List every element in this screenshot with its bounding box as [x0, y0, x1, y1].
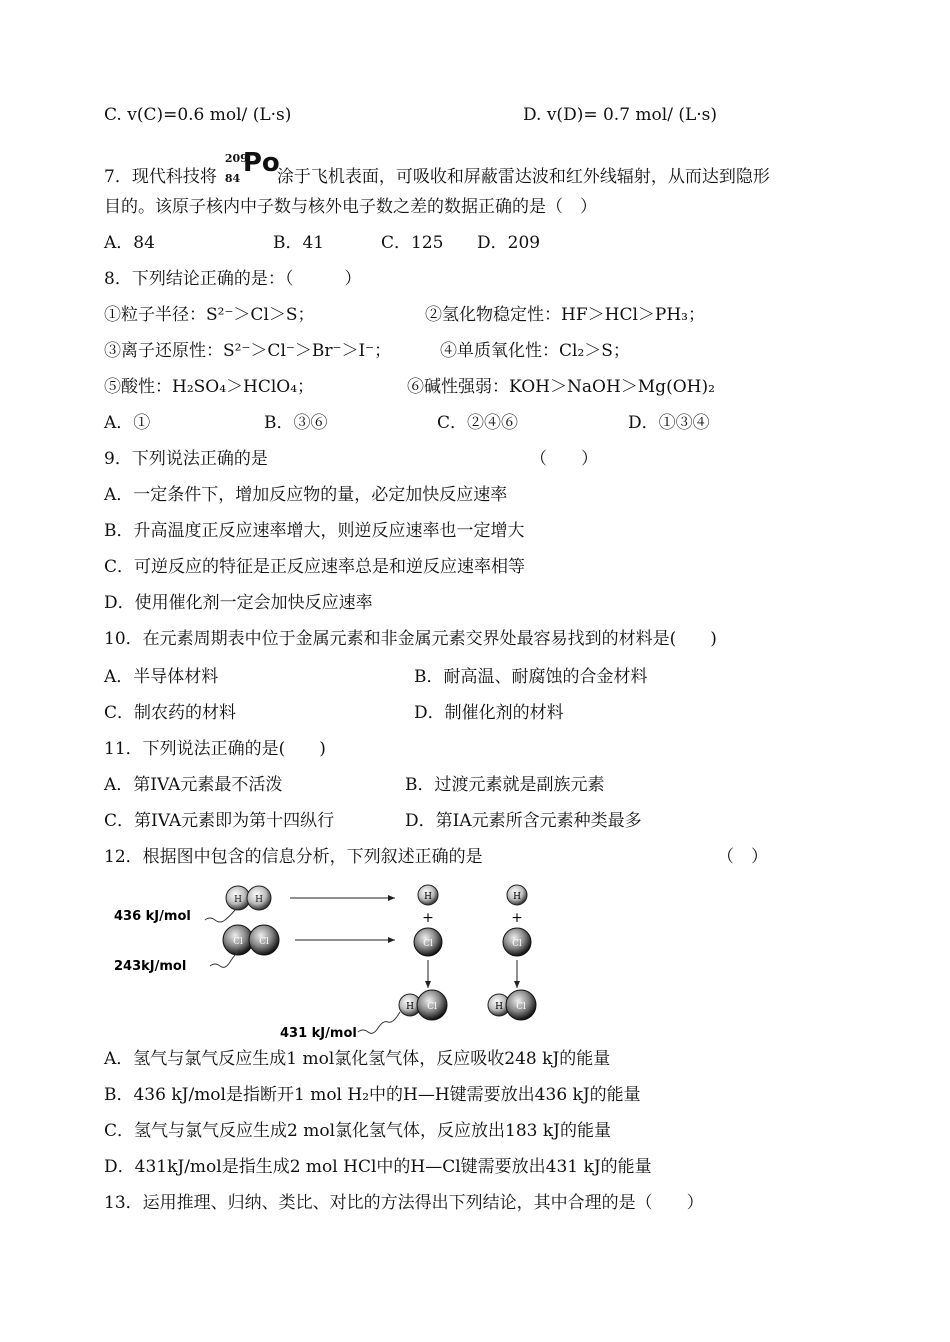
q11-option-b: B．过渡元素就是副族元素 [405, 775, 605, 795]
q10-option-d: D．制催化剂的材料 [414, 703, 564, 723]
atom-label: H [234, 895, 242, 905]
q7-stem [104, 148, 770, 188]
q12-option-a: A．氢气与氯气反应生成1 mol氯化氢气体，反应吸收248 kJ的能量 [104, 1049, 611, 1069]
q6-option-d: D. v(D)= 0.7 mol/ (L·s) [523, 105, 718, 125]
atom-label: Cl [423, 939, 433, 949]
q9-stem: 9．下列说法正确的是 [104, 449, 268, 469]
q8-stem: 8．下列结论正确的是：（ ） [104, 269, 362, 289]
nuclide-mass-number: 209 [224, 152, 248, 165]
q11-option-d: D．第IA元素所含元素种类最多 [405, 811, 642, 831]
nuclide-atomic-number: 84 [224, 172, 241, 185]
q12-option-c: C．氢气与氯气反应生成2 mol氯化氢气体，反应放出183 kJ的能量 [104, 1121, 611, 1141]
q7-option-d: D．209 [477, 233, 541, 253]
q8-option-d: D．①③④ [628, 413, 710, 433]
atom-label: H [406, 1002, 414, 1012]
hh-bond-energy: 436 kJ/mol [114, 909, 191, 924]
clcl-bond-energy: 243kJ/mol [114, 959, 187, 974]
q8-option-c: C．②④⑥ [437, 413, 519, 433]
hcl-molecule [399, 990, 447, 1020]
q12-bracket: （ ） [717, 847, 768, 867]
q7-stem-line2: 目的。该原子核内中子数与核外电子数之差的数据正确的是（ ） [104, 197, 597, 217]
q10-option-b: B．耐高温、耐腐蚀的合金材料 [414, 667, 648, 687]
q7-option-a: A．84 [104, 233, 155, 253]
q7-stem-pre: 7．现代科技将 [104, 167, 217, 187]
q9-option-b: B．升高温度正反应速率增大，则逆反应速率也一定增大 [104, 521, 525, 541]
cl2-molecule [223, 925, 279, 955]
q8-statement-4: ④单质氧化性：Cl₂＞S； [440, 341, 630, 361]
q6-option-c: C. v(C)=0.6 mol/ (L·s) [104, 105, 292, 125]
atom-label: Cl [233, 937, 243, 947]
q10-stem: 10．在元素周期表中位于金属元素和非金属元素交界处最容易找到的材料是( ) [104, 629, 717, 649]
plus-sign: + [422, 910, 434, 926]
atom-label: H [495, 1002, 503, 1012]
q8-statement-3: ③离子还原性：S²⁻＞Cl⁻＞Br⁻＞I⁻； [104, 341, 392, 361]
bond-energy-diagram [110, 880, 540, 1040]
nuclide-symbol: Po [242, 148, 280, 178]
q9-option-c: C．可逆反应的特征是正反应速率总是和逆反应速率相等 [104, 557, 526, 577]
q11-option-c: C．第IVA元素即为第十四纵行 [104, 811, 335, 831]
q8-option-b: B．③⑥ [264, 413, 328, 433]
q9-bracket: （ ） [530, 449, 598, 469]
atom-label: H [513, 892, 521, 902]
q12-option-b: B．436 kJ/mol是指断开1 mol H₂中的H—H键需要放出436 kJ的能量 [104, 1085, 641, 1105]
q7-option-b: B．41 [273, 233, 325, 253]
h2-molecule [226, 886, 271, 910]
q10-option-c: C．制农药的材料 [104, 703, 237, 723]
atom-label: Cl [516, 1002, 526, 1012]
q8-statement-1: ①粒子半径：S²⁻＞Cl＞S； [104, 305, 315, 325]
q9-option-a: A．一定条件下，增加反应物的量，必定加快反应速率 [104, 485, 508, 505]
q7-stem-post: 涂于飞机表面，可吸收和屏蔽雷达波和红外线辐射，从而达到隐形 [276, 167, 770, 187]
q8-statement-2: ②氢化物稳定性：HF＞HCl＞PH₃； [425, 305, 705, 325]
atom-label: Cl [259, 937, 269, 947]
hcl-molecule [488, 990, 536, 1020]
plus-sign: + [511, 910, 523, 926]
q11-stem: 11．下列说法正确的是( ) [104, 739, 326, 759]
q12-stem: 12．根据图中包含的信息分析，下列叙述正确的是 [104, 847, 483, 867]
q9-option-d: D．使用催化剂一定会加快反应速率 [104, 593, 373, 613]
hcl-bond-energy: 431 kJ/mol [280, 1026, 357, 1040]
q7-option-c: C．125 [381, 233, 444, 253]
q12-option-d: D．431kJ/mol是指生成2 mol HCl中的H—Cl键需要放出431 kJ的能量 [104, 1157, 652, 1177]
q13-stem: 13．运用推理、归纳、类比、对比的方法得出下列结论，其中合理的是（ ） [104, 1193, 704, 1213]
q8-option-a: A．① [104, 413, 151, 433]
atom-label: Cl [512, 939, 522, 949]
atom-label: H [255, 895, 263, 905]
q10-option-a: A．半导体材料 [104, 667, 219, 687]
atom-label: H [424, 892, 432, 902]
atom-label: Cl [427, 1002, 437, 1012]
q8-statement-5: ⑤酸性：H₂SO₄＞HClO₄； [104, 377, 315, 397]
q11-option-a: A．第IVA元素最不活泼 [104, 775, 283, 795]
polonium-nuclide [223, 148, 280, 188]
q8-statement-6: ⑥碱性强弱：KOH＞NaOH＞Mg(OH)₂ [407, 377, 715, 397]
